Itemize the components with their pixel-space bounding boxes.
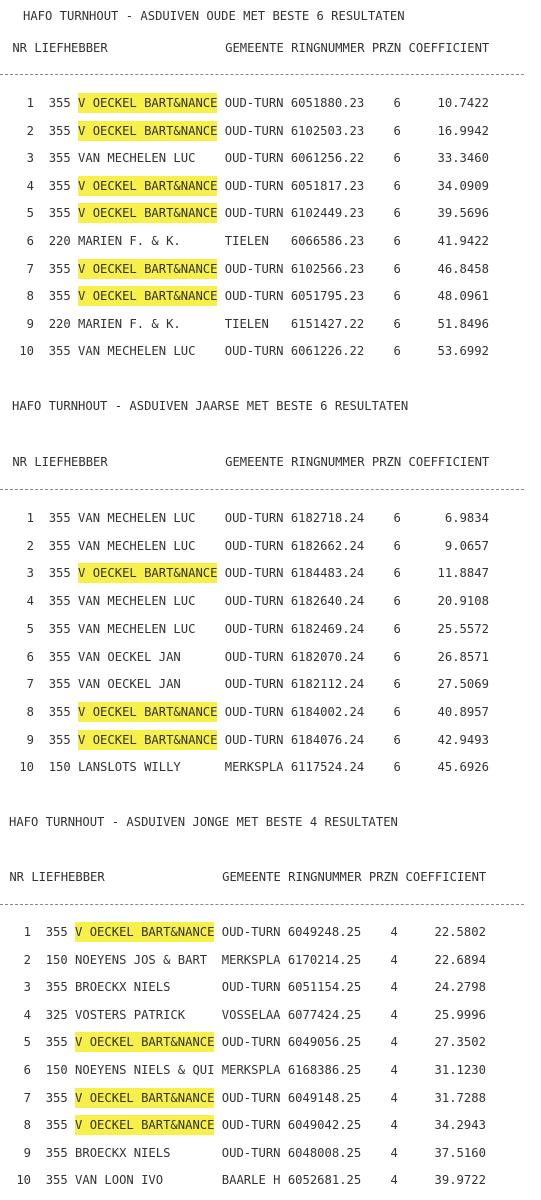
cell-ring: 6168386.25	[287, 1063, 362, 1077]
cell-place: OUD-TURN	[224, 178, 284, 193]
table-row	[12, 702, 489, 722]
cell-przn: 6	[393, 344, 401, 359]
cell-coef: 22.6894	[434, 952, 486, 967]
table-row	[12, 203, 489, 223]
cell-przn: 6	[393, 289, 401, 304]
cell-coef: 11.8847	[437, 566, 489, 581]
cell-ring: 6182662.24	[290, 538, 365, 553]
cell-club: 220	[48, 316, 71, 331]
cell-nr: 8	[26, 289, 34, 304]
cell-place: OUD-TURN	[224, 261, 284, 276]
table-row	[12, 563, 489, 583]
cell-name: VAN MECHELEN LUC	[78, 151, 196, 166]
cell-coef: 31.1230	[434, 1063, 486, 1077]
cell-club: 355	[48, 704, 71, 719]
cell-place: OUD-TURN	[224, 677, 284, 692]
cell-club: 355	[45, 980, 68, 995]
cell-name: V OECKEL BART&NANCE	[78, 730, 217, 750]
table-row	[12, 314, 489, 334]
cell-nr: 10	[19, 760, 34, 775]
cell-name: VAN LOON IVO	[75, 1173, 164, 1188]
cell-club: 355	[48, 344, 71, 359]
table-row	[9, 1060, 486, 1080]
cell-place: OUD-TURN	[224, 151, 284, 166]
table-row	[12, 536, 489, 556]
cell-nr: 8	[26, 704, 34, 719]
cell-coef: 9.0657	[444, 538, 489, 553]
cell-club: 325	[45, 1007, 68, 1022]
cell-przn: 4	[390, 925, 398, 939]
cell-club: 220	[48, 234, 71, 248]
cell-place: OUD-TURN	[224, 621, 284, 636]
table-row	[12, 121, 489, 141]
cell-club: 355	[45, 1035, 68, 1050]
cell-ring: 6048008.25	[287, 1145, 362, 1160]
cell-club: 355	[45, 1090, 68, 1105]
cell-ring: 6077424.25	[287, 1007, 362, 1022]
cell-club: 355	[48, 151, 71, 166]
cell-place: OUD-TURN	[221, 980, 281, 995]
cell-name: VOSTERS PATRICK	[75, 1007, 186, 1022]
cell-coef: 24.2798	[434, 980, 486, 995]
cell-przn: 6	[393, 677, 401, 692]
cell-coef: 10.7422	[437, 96, 489, 110]
cell-club: 355	[48, 206, 71, 221]
cell-przn: 4	[390, 1035, 398, 1050]
cell-ring: 6102449.23	[290, 206, 365, 221]
table-row	[12, 286, 489, 306]
cell-coef: 25.5572	[437, 621, 489, 636]
table-row	[9, 950, 486, 970]
cell-coef: 46.8458	[437, 261, 489, 276]
cell-przn: 4	[390, 1007, 398, 1022]
column-headers: NR LIEFHEBBER GEMEENTE RINGNUMMER PRZN COEFFICIENT	[5, 455, 490, 469]
cell-ring: 6184002.24	[290, 704, 365, 719]
cell-nr: 7	[23, 1090, 31, 1105]
cell-place: TIELEN	[224, 316, 269, 331]
cell-przn: 6	[393, 123, 401, 138]
cell-przn: 6	[393, 511, 401, 525]
cell-name: V OECKEL BART&NANCE	[78, 93, 217, 113]
cell-coef: 25.9996	[434, 1007, 486, 1022]
cell-nr: 4	[26, 594, 34, 609]
cell-club: 355	[48, 96, 71, 110]
cell-ring: 6051154.25	[287, 980, 362, 995]
section-title: HAFO TURNHOUT - ASDUIVEN JAARSE MET BESTE 6 RESULTATEN	[12, 399, 409, 413]
table-row	[12, 647, 489, 667]
cell-name: V OECKEL BART&NANCE	[78, 176, 217, 196]
cell-club: 355	[48, 566, 71, 581]
cell-name: VAN MECHELEN LUC	[78, 344, 196, 359]
table-row	[9, 1088, 486, 1108]
cell-place: MERKSPLA	[221, 1063, 281, 1077]
cell-name: V OECKEL BART&NANCE	[78, 702, 217, 722]
cell-nr: 10	[16, 1173, 31, 1188]
cell-nr: 2	[26, 538, 34, 553]
cell-club: 355	[48, 677, 71, 692]
cell-name: V OECKEL BART&NANCE	[78, 259, 217, 279]
cell-coef: 42.9493	[437, 732, 489, 747]
cell-nr: 9	[26, 316, 34, 331]
cell-przn: 6	[393, 594, 401, 609]
cell-place: OUD-TURN	[224, 289, 284, 304]
cell-name: V OECKEL BART&NANCE	[78, 203, 217, 223]
cell-club: 355	[45, 1118, 68, 1133]
cell-club: 355	[48, 621, 71, 636]
table-row	[12, 259, 489, 279]
cell-nr: 1	[26, 96, 34, 110]
cell-place: OUD-TURN	[224, 594, 284, 609]
cell-ring: 6051795.23	[290, 289, 365, 304]
table-row	[12, 341, 489, 361]
cell-przn: 6	[393, 178, 401, 193]
cell-place: OUD-TURN	[224, 123, 284, 138]
cell-przn: 6	[393, 151, 401, 166]
cell-nr: 1	[26, 511, 34, 525]
cell-club: 355	[45, 1173, 68, 1188]
cell-nr: 3	[26, 151, 34, 166]
cell-place: OUD-TURN	[224, 344, 284, 359]
cell-club: 355	[48, 538, 71, 553]
cell-nr: 8	[23, 1118, 31, 1133]
cell-coef: 51.8496	[437, 316, 489, 331]
cell-place: OUD-TURN	[224, 704, 284, 719]
cell-coef: 37.5160	[434, 1145, 486, 1160]
table-row	[12, 176, 489, 196]
cell-club: 355	[48, 261, 71, 276]
cell-przn: 4	[390, 952, 398, 967]
cell-coef: 34.0909	[437, 178, 489, 193]
cell-name: NOEYENS NIELS & QUI	[75, 1063, 215, 1077]
cell-nr: 10	[19, 344, 34, 359]
cell-nr: 6	[23, 1063, 31, 1077]
table-row	[12, 757, 489, 777]
cell-name: V OECKEL BART&NANCE	[78, 286, 217, 306]
table-row	[12, 231, 489, 251]
cell-name: VAN MECHELEN LUC	[78, 594, 196, 609]
cell-club: 355	[48, 594, 71, 609]
cell-ring: 6051817.23	[290, 178, 365, 193]
cell-name: MARIEN F. & K.	[78, 316, 181, 331]
cell-ring: 6051880.23	[290, 96, 365, 110]
section-title: HAFO TURNHOUT - ASDUIVEN JONGE MET BESTE 4 RESULTATEN	[9, 815, 398, 829]
cell-nr: 6	[26, 649, 34, 664]
cell-nr: 3	[26, 566, 34, 581]
cell-name: LANSLOTS WILLY	[78, 760, 181, 775]
cell-przn: 4	[390, 980, 398, 995]
cell-ring: 6049056.25	[287, 1035, 362, 1050]
cell-ring: 6061226.22	[290, 344, 365, 359]
table-row	[12, 148, 489, 168]
dashed-divider	[0, 489, 524, 491]
cell-place: OUD-TURN	[224, 206, 284, 221]
cell-name: VAN OECKEL JAN	[78, 649, 181, 664]
cell-przn: 4	[390, 1118, 398, 1133]
cell-przn: 6	[393, 261, 401, 276]
cell-place: OUD-TURN	[224, 732, 284, 747]
cell-coef: 39.9722	[434, 1173, 486, 1188]
table-row	[9, 922, 486, 942]
cell-place: OUD-TURN	[221, 1118, 281, 1133]
cell-przn: 4	[390, 1063, 398, 1077]
cell-nr: 5	[26, 621, 34, 636]
cell-nr: 7	[26, 677, 34, 692]
cell-nr: 2	[26, 123, 34, 138]
cell-ring: 6066586.23	[290, 234, 365, 248]
cell-place: OUD-TURN	[224, 649, 284, 664]
cell-place: MERKSPLA	[224, 760, 284, 775]
cell-przn: 4	[390, 1145, 398, 1160]
cell-name: VAN MECHELEN LUC	[78, 538, 196, 553]
cell-nr: 3	[23, 980, 31, 995]
dashed-divider	[0, 74, 524, 76]
cell-coef: 16.9942	[437, 123, 489, 138]
cell-przn: 6	[393, 760, 401, 775]
table-row	[12, 591, 489, 611]
cell-club: 355	[48, 511, 71, 525]
cell-club: 355	[45, 1145, 68, 1160]
cell-nr: 9	[23, 1145, 31, 1160]
cell-place: OUD-TURN	[221, 1145, 281, 1160]
cell-przn: 6	[393, 96, 401, 110]
cell-club: 150	[48, 760, 71, 775]
cell-name: VAN OECKEL JAN	[78, 677, 181, 692]
cell-przn: 6	[393, 234, 401, 248]
cell-coef: 45.6926	[437, 760, 489, 775]
cell-ring: 6049042.25	[287, 1118, 362, 1133]
cell-coef: 6.9834	[444, 511, 489, 525]
cell-przn: 6	[393, 566, 401, 581]
table-row	[9, 1005, 486, 1025]
cell-ring: 6182718.24	[290, 511, 365, 525]
cell-name: BROECKX NIELS	[75, 980, 171, 995]
cell-place: TIELEN	[224, 234, 269, 248]
cell-place: MERKSPLA	[221, 952, 281, 967]
cell-place: OUD-TURN	[224, 96, 284, 110]
section-title: HAFO TURNHOUT - ASDUIVEN OUDE MET BESTE 6 RESULTATEN	[23, 9, 405, 23]
cell-name: MARIEN F. & K.	[78, 234, 181, 248]
cell-nr: 4	[26, 178, 34, 193]
cell-club: 150	[45, 1063, 68, 1077]
cell-ring: 6102503.23	[290, 123, 365, 138]
cell-name: NOEYENS JOS & BART	[75, 952, 208, 967]
cell-name: V OECKEL BART&NANCE	[75, 1088, 214, 1108]
cell-przn: 6	[393, 704, 401, 719]
cell-ring: 6049148.25	[287, 1090, 362, 1105]
cell-ring: 6052681.25	[287, 1173, 362, 1188]
cell-coef: 20.9108	[437, 594, 489, 609]
cell-club: 355	[48, 649, 71, 664]
cell-ring: 6061256.22	[290, 151, 365, 166]
cell-coef: 53.6992	[437, 344, 489, 359]
cell-coef: 40.8957	[437, 704, 489, 719]
table-row	[12, 730, 489, 750]
table-row	[12, 93, 489, 113]
cell-coef: 31.7288	[434, 1090, 486, 1105]
column-headers: NR LIEFHEBBER GEMEENTE RINGNUMMER PRZN COEFFICIENT	[2, 870, 487, 884]
cell-coef: 27.5069	[437, 677, 489, 692]
cell-nr: 1	[23, 925, 31, 939]
cell-przn: 4	[390, 1090, 398, 1105]
cell-place: VOSSELAA	[221, 1007, 281, 1022]
cell-przn: 6	[393, 649, 401, 664]
cell-name: VAN MECHELEN LUC	[78, 621, 196, 636]
cell-coef: 39.5696	[437, 206, 489, 221]
cell-coef: 48.0961	[437, 289, 489, 304]
cell-club: 355	[48, 289, 71, 304]
cell-name: V OECKEL BART&NANCE	[78, 121, 217, 141]
cell-ring: 6117524.24	[290, 760, 365, 775]
cell-club: 355	[45, 925, 68, 939]
table-row	[9, 1115, 486, 1135]
cell-name: V OECKEL BART&NANCE	[75, 1032, 214, 1052]
table-row	[9, 1143, 486, 1163]
cell-name: V OECKEL BART&NANCE	[78, 563, 217, 583]
table-row	[9, 1032, 486, 1052]
cell-coef: 33.3460	[437, 151, 489, 166]
cell-name: BROECKX NIELS	[75, 1145, 171, 1160]
cell-przn: 6	[393, 538, 401, 553]
cell-ring: 6182469.24	[290, 621, 365, 636]
cell-nr: 6	[26, 234, 34, 248]
cell-ring: 6182070.24	[290, 649, 365, 664]
cell-ring: 6151427.22	[290, 316, 365, 331]
cell-ring: 6182640.24	[290, 594, 365, 609]
cell-coef: 41.9422	[437, 234, 489, 248]
table-row	[9, 1170, 486, 1190]
dashed-divider	[0, 904, 524, 906]
cell-nr: 5	[26, 206, 34, 221]
column-headers: NR LIEFHEBBER GEMEENTE RINGNUMMER PRZN COEFFICIENT	[5, 41, 490, 55]
cell-place: OUD-TURN	[224, 566, 284, 581]
cell-ring: 6184483.24	[290, 566, 365, 581]
cell-place: OUD-TURN	[224, 538, 284, 553]
cell-place: BAARLE H	[221, 1173, 281, 1188]
cell-nr: 7	[26, 261, 34, 276]
cell-coef: 34.2943	[434, 1118, 486, 1133]
cell-place: OUD-TURN	[221, 1090, 281, 1105]
cell-przn: 6	[393, 621, 401, 636]
cell-club: 355	[48, 732, 71, 747]
cell-name: V OECKEL BART&NANCE	[75, 922, 214, 942]
table-row	[9, 977, 486, 997]
cell-name: V OECKEL BART&NANCE	[75, 1115, 214, 1135]
cell-coef: 26.8571	[437, 649, 489, 664]
cell-ring: 6184076.24	[290, 732, 365, 747]
cell-przn: 6	[393, 206, 401, 221]
cell-przn: 6	[393, 732, 401, 747]
cell-club: 355	[48, 123, 71, 138]
cell-nr: 2	[23, 952, 31, 967]
cell-ring: 6182112.24	[290, 677, 365, 692]
cell-ring: 6102566.23	[290, 261, 365, 276]
table-row	[12, 508, 489, 528]
cell-name: VAN MECHELEN LUC	[78, 511, 196, 525]
cell-coef: 22.5802	[434, 925, 486, 939]
cell-club: 355	[48, 178, 71, 193]
cell-place: OUD-TURN	[221, 1035, 281, 1050]
cell-nr: 4	[23, 1007, 31, 1022]
cell-nr: 9	[26, 732, 34, 747]
cell-club: 150	[45, 952, 68, 967]
cell-coef: 27.3502	[434, 1035, 486, 1050]
cell-place: OUD-TURN	[221, 925, 281, 939]
cell-przn: 4	[390, 1173, 398, 1188]
cell-nr: 5	[23, 1035, 31, 1050]
cell-ring: 6049248.25	[287, 925, 362, 939]
cell-ring: 6170214.25	[287, 952, 362, 967]
table-row	[12, 674, 489, 694]
cell-przn: 6	[393, 316, 401, 331]
table-row	[12, 619, 489, 639]
cell-place: OUD-TURN	[224, 511, 284, 525]
